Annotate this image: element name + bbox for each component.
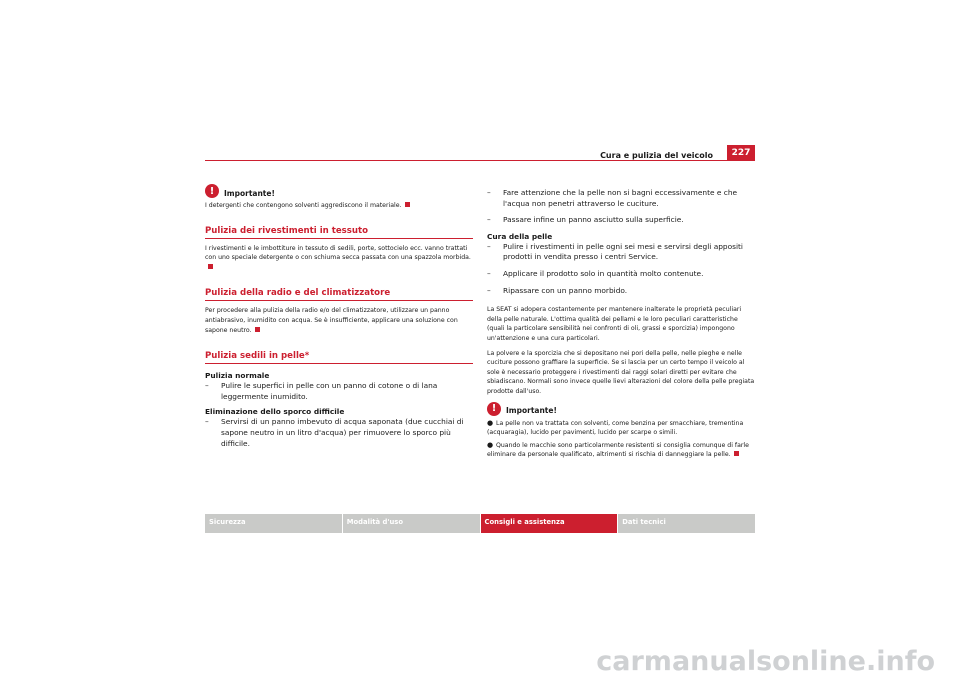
step-text: Applicare il prodotto solo in quantità molto contenute. xyxy=(503,268,704,278)
step-care-2 xyxy=(487,269,755,280)
step-normal-cleaning xyxy=(205,381,473,402)
paragraph-seat-quality: La SEAT si adopera costantemente per mantenere inalterate le proprietà peculiari della pelle naturale. L'ottima qualità dei pellami e le loro peculiari caratteristiche (quali la particolare sensibilità nei confronti di oli, grassi e sporcizia) impongono un'attenzione e una cura particolari. xyxy=(487,306,742,342)
bullet-text: La pelle non va trattata con solventi, come benzina per smacchiare, trementina (acquaragia), lucido per pavimenti, lucido per scarpe o simili. xyxy=(487,419,744,437)
warning-bullet-1 xyxy=(487,419,755,438)
paragraph-dust-dirt: La polvere e la sporcizia che si depositano nei pori della pelle, nelle pieghe e nelle cuciture possono graffiare la superficie. Se si lascia per un certo tempo il veicolo al sole è necessario proteggere i rivestimenti dai raggi solari diretti per evitare che sbiadiscano. Normali sono invece quelle lievi alterazioni del colore della pelle pregiata prodotte dall'uso. xyxy=(487,349,755,395)
warning-title: Importante! xyxy=(224,188,275,198)
warning-heading xyxy=(487,403,755,416)
step-care-3 xyxy=(487,286,755,297)
header-rule xyxy=(205,160,755,161)
step-difficult-dirt xyxy=(205,417,473,449)
warning-icon: ! xyxy=(487,402,501,416)
running-header-title: Cura e pulizia del veicolo xyxy=(600,151,713,160)
step-text: Servirsi di un panno imbevuto di acqua saponata (due cucchiai di sapone neutro in un litro d'acqua) per rimuovere lo sporco più difficile. xyxy=(221,417,464,448)
section-text-fabric-content: I rivestimenti e le imbottiture in tessuto di sedili, porte, sottocielo ecc. vanno trattati con uno speciale detergente o con schiuma secca passata con una spazzola morbida. xyxy=(205,244,471,262)
warning-icon: ! xyxy=(205,184,219,198)
dash-marker: – xyxy=(205,417,209,427)
dash-marker: – xyxy=(487,285,491,295)
section-text-radio xyxy=(205,306,473,335)
section-title-leather: Pulizia sedili in pelle* xyxy=(205,351,473,364)
dash-marker: – xyxy=(487,188,491,197)
section-title-fabric: Pulizia dei rivestimenti in tessuto xyxy=(205,226,473,239)
left-column xyxy=(205,185,473,449)
end-marker xyxy=(255,327,260,332)
section-leather xyxy=(205,351,473,449)
warning-text-content: I detergenti che contengono solventi aggrediscono il materiale. xyxy=(205,202,402,209)
step-avoid-wetting xyxy=(487,188,755,209)
step-dry-cloth xyxy=(487,215,755,226)
page-number: 227 xyxy=(727,145,755,160)
subhead-leather-care: Cura della pelle xyxy=(487,231,553,241)
tab-modalita-uso[interactable]: Modalità d'uso xyxy=(343,514,481,533)
end-marker xyxy=(405,202,410,207)
step-text: Fare attenzione che la pelle non si bagni eccessivamente e che l'acqua non penetri attraverso le cuciture. xyxy=(503,188,738,208)
subhead-difficult-dirt: Eliminazione dello sporco difficile xyxy=(205,407,345,417)
warning-bullet-2 xyxy=(487,441,755,460)
step-text: Pulire le superfici in pelle con un panno di cotone o di lana leggermente inumidito. xyxy=(221,381,438,401)
bullet-marker: ● xyxy=(487,418,494,427)
section-fabric xyxy=(205,226,473,273)
warning-title: Importante! xyxy=(506,406,557,415)
section-text-fabric xyxy=(205,244,473,273)
step-text: Pulire i rivestimenti in pelle ogni sei mesi e servirsi degli appositi prodotti in vendita presso i centri Service. xyxy=(503,241,743,262)
dash-marker: – xyxy=(487,268,491,278)
tab-dati-tecnici[interactable]: Dati tecnici xyxy=(618,514,755,533)
warning-text xyxy=(205,201,473,211)
warning-heading xyxy=(205,185,473,198)
bullet-text: Quando le macchie sono particolarmente resistenti si consiglia comunque di farle eliminare da personale qualificato, altrimenti si rischia di danneggiare la pelle. xyxy=(487,441,749,459)
step-text: Ripassare con un panno morbido. xyxy=(503,285,628,295)
dash-marker: – xyxy=(487,241,491,251)
section-radio xyxy=(205,288,473,335)
footer-chapter-tabs xyxy=(205,514,755,533)
tab-sicurezza[interactable]: Sicurezza xyxy=(205,514,343,533)
bullet-marker: ● xyxy=(487,440,494,449)
site-watermark: carmanualsonline.info xyxy=(596,646,935,677)
subhead-normal-cleaning: Pulizia normale xyxy=(205,371,270,381)
tab-consigli-assistenza[interactable]: Consigli e assistenza xyxy=(481,514,619,533)
section-text-radio-content: Per procedere alla pulizia della radio e/o del climatizzatore, utilizzare un panno antiabrasivo, inumidito con acqua. Se è insufficiente, applicare una soluzione con sapone neutro. xyxy=(205,307,458,334)
warning-box xyxy=(205,185,473,211)
end-marker xyxy=(734,451,739,456)
section-title-radio: Pulizia della radio e del climatizzatore xyxy=(205,288,473,301)
end-marker xyxy=(208,264,213,269)
step-text: Passare infine un panno asciutto sulla superficie. xyxy=(503,215,684,225)
warning-box-right xyxy=(487,403,755,460)
right-column xyxy=(487,188,755,460)
step-care-1 xyxy=(487,242,755,263)
dash-marker: – xyxy=(487,215,491,225)
dash-marker: – xyxy=(205,381,209,391)
